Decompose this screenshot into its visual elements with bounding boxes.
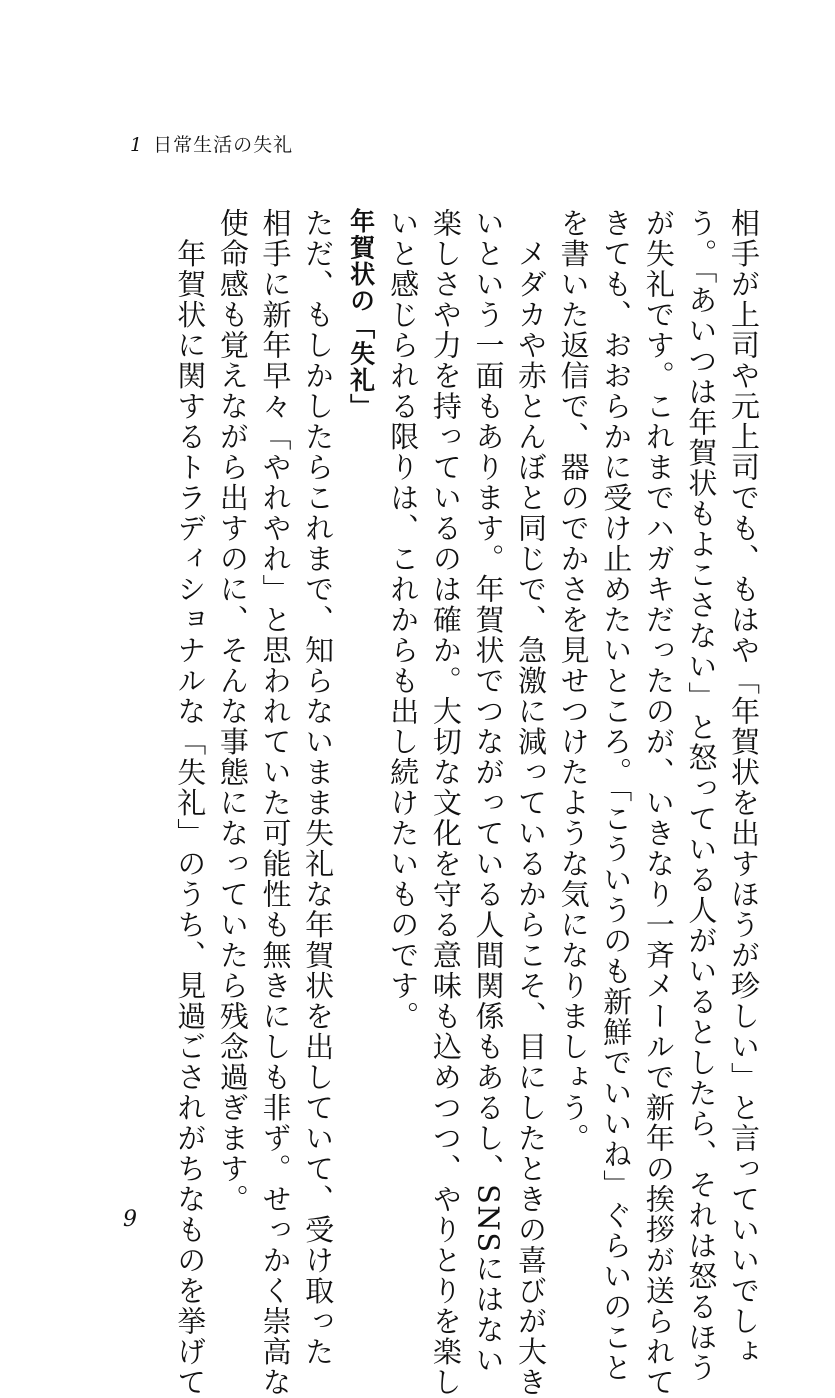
body-line: 使命感も覚えながら出すのに、そんな事態になっていたら残念過ぎます。 (215, 208, 250, 1215)
page-number: 9 (123, 1207, 137, 1232)
body-text (169, 208, 765, 1398)
body-line: う。「あいつは年賀状もよこさない」と怒っている人がいるとしたら、それは怒るほう (684, 208, 719, 1383)
body-line: を書いた返信で、器のでかさを見せつけたような気になりましょう。 (556, 208, 591, 1154)
body-line: 相手が上司や元上司でも、もはや「年賀状を出すほうが珍しい」と言っていいでしょ (727, 208, 761, 1367)
chapter-number: 1 (130, 134, 144, 156)
section-subheading: 年賀状の「失礼」 (346, 208, 376, 420)
body-line: 年賀状に関するトラディショナルな「失礼」のうち、見過ごされがちなものを挙げて (173, 208, 208, 1398)
body-line: きても、おおらかに受け止めたいところ。「こういうのも新鮮でいいね」ぐらいのこと (599, 208, 634, 1383)
chapter-title: 日常生活の失礼 (153, 134, 294, 156)
body-line: 楽しさや力を持っているのは確か。大切な文化を守る意味も込めつつ、やりとりを楽し (428, 208, 463, 1398)
body-line: メダカや赤とんぼと同じで、急激に減っているからこそ、目にしたときの喜びが大き (514, 208, 549, 1398)
body-line: いと感じられる限りは、これからも出し続けたいものです。 (386, 208, 421, 1032)
body-line: いという一面もあります。年賀状でつながっている人間関係もあるし、SNSにはない (471, 208, 506, 1376)
running-head (130, 130, 293, 157)
body-line: ただ、もしかしたらこれまで、知らないまま失礼な年賀状を出していて、受け取った (301, 208, 336, 1367)
body-line: が失礼です。これまでハガキだったのが、いきなり一斉メールで新年の挨拶が送られて (641, 208, 676, 1398)
body-line: 相手に新年早々「やれやれ」と思われていた可能性も無きにしも非ず。せっかく崇高な (258, 208, 293, 1398)
